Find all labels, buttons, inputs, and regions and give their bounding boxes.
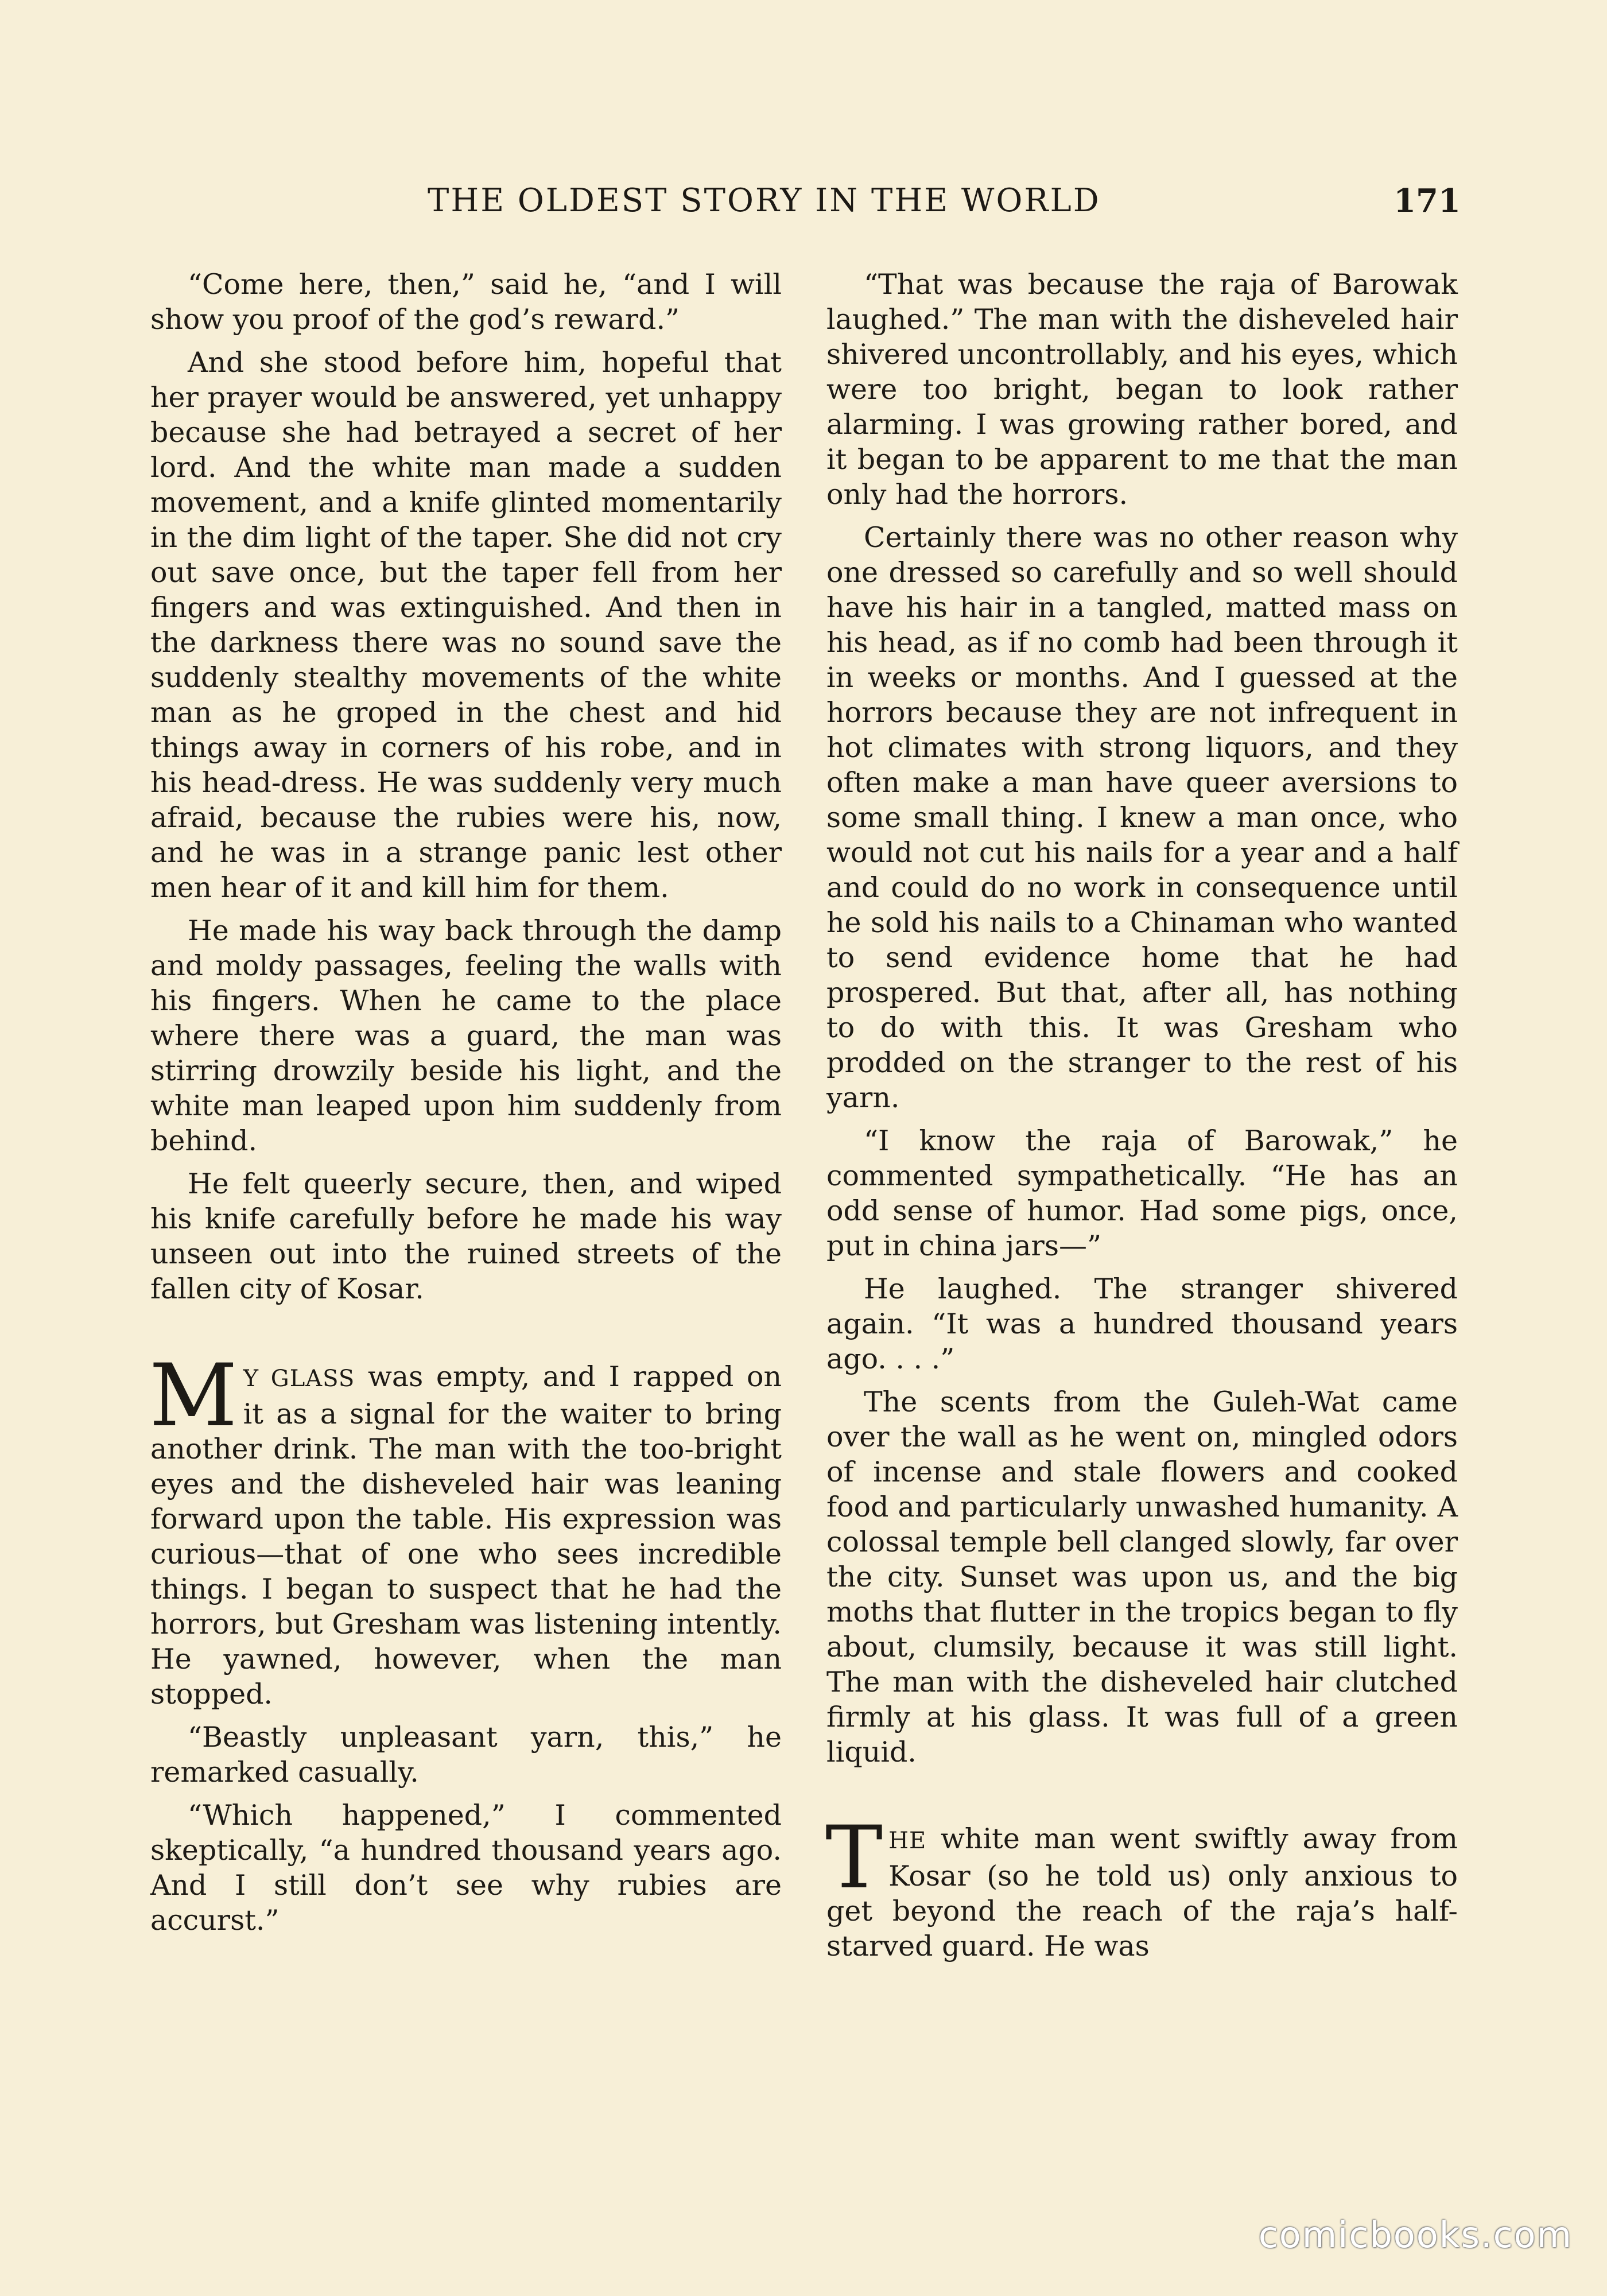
paragraph: He made his way back through the damp and moldy passages, feeling the walls with his fingers. When he came to the place where there was a guard, the man was stirring drowzily beside his light, and the white man leaped upon him suddenly from behind. bbox=[150, 914, 782, 1157]
running-title: THE OLDEST STORY IN THE WORLD bbox=[428, 182, 1101, 219]
page-number: 171 bbox=[1393, 182, 1461, 220]
paragraph: The scents from the Guleh-Wat came over the wall as he went on, mingled odors of incense and stale flowers and cooked food and particularly unwashed humanity. A colossal temple bell clanged slowly, far over the city. Sunset was upon us, and the big moths that flutter in the tropics began to fly about, clumsily, because it was still light. The man with the disheveled hair clutched firmly at his glass. It was full of a green liquid. bbox=[826, 1386, 1458, 1768]
running-head bbox=[0, 178, 1607, 224]
paragraph: He laughed. The stranger shivered again. “It was a hundred thousand years ago. . . .” bbox=[826, 1273, 1458, 1375]
paragraph: And she stood before him, hopeful that her prayer would be answered, yet unhappy because she had betrayed a secret of her lord. And the white man made a sudden movement, and a knife glinted momentarily in the dim light of the taper. She did not cry out save once, but the taper fell from her fingers and was extinguished. And then in the darkness there was no sound save the suddenly stealthy movements of the white man as he groped in the chest and hid things away in corners of his robe, and in his head-dress. He was suddenly very much afraid, because the rubies were his, now, and he was in a strange panic lest other men hear of it and kill him for them. bbox=[150, 346, 782, 904]
small-caps-lead: HE bbox=[888, 1828, 927, 1854]
paragraph-text: was empty, and I rapped on it as a signal for the waiter to bring another drink. The man with the too-bright eyes and the disheveled hair was leaning forward upon the table. His expression was curious—that of one who sees incredible things. I began to suspect that he had the horrors, but Gresham was listening intently. He yawned, however, when the man stopped. bbox=[150, 1360, 782, 1711]
right-column bbox=[826, 267, 1458, 1972]
paragraph: “Beastly unpleasant yarn, this,” he remarked casually. bbox=[150, 1721, 782, 1789]
paragraph: “I know the raja of Barowak,” he commented sympathetically. “He has an odd sense of humor. Had some pigs, once, put in china jars—” bbox=[826, 1124, 1458, 1262]
section-opening-paragraph bbox=[149, 1346, 782, 1712]
paragraph: Certainly there was no other reason why one dressed so carefully and so well should have his hair in a tangled, matted mass on his head, as if no comb had been through it in weeks or months. And I guessed at the horrors because they are not infrequent in hot climates with strong liquors, and they often make a man have queer aversions to some small thing. I knew a man once, who would not cut his nails for a year and a half and could do no work in consequence until he sold his nails to a Chinaman who wanted to send evidence home that he had prospered. But that, after all, has nothing to do with this. It was Gresham who prodded on the stranger to the rest of his yarn. bbox=[826, 521, 1458, 1114]
paragraph: He felt queerly secure, then, and wiped his knife carefully before he made his way unseen out into the ruined streets of the fallen city of Kosar. bbox=[150, 1168, 782, 1305]
small-caps-lead: Y GLASS bbox=[243, 1366, 355, 1392]
left-column bbox=[150, 267, 782, 1946]
drop-cap: M bbox=[149, 1346, 238, 1446]
section-opening-paragraph bbox=[825, 1808, 1458, 1964]
paragraph: “Which happened,” I commented skeptically, “a hundred thousand years ago. And I still don’t see why rubies are accurst.” bbox=[150, 1799, 782, 1937]
paragraph: “Come here, then,” said he, “and I will show you proof of the god’s reward.” bbox=[150, 268, 782, 336]
drop-cap: T bbox=[825, 1808, 883, 1908]
paragraph-text: white man went swiftly away from Kosar (so he told us) only anxious to get beyond the reach of the raja’s half-starved guard. He was bbox=[826, 1822, 1458, 1963]
paragraph: “That was because the raja of Barowak laughed.” The man with the disheveled hair shivered uncontrollably, and his eyes, which were too bright, began to look rather alarming. I was growing rather bored, and it began to be apparent to me that the man only had the horrors. bbox=[826, 268, 1458, 511]
watermark: comicbooks.com bbox=[1258, 2214, 1573, 2256]
